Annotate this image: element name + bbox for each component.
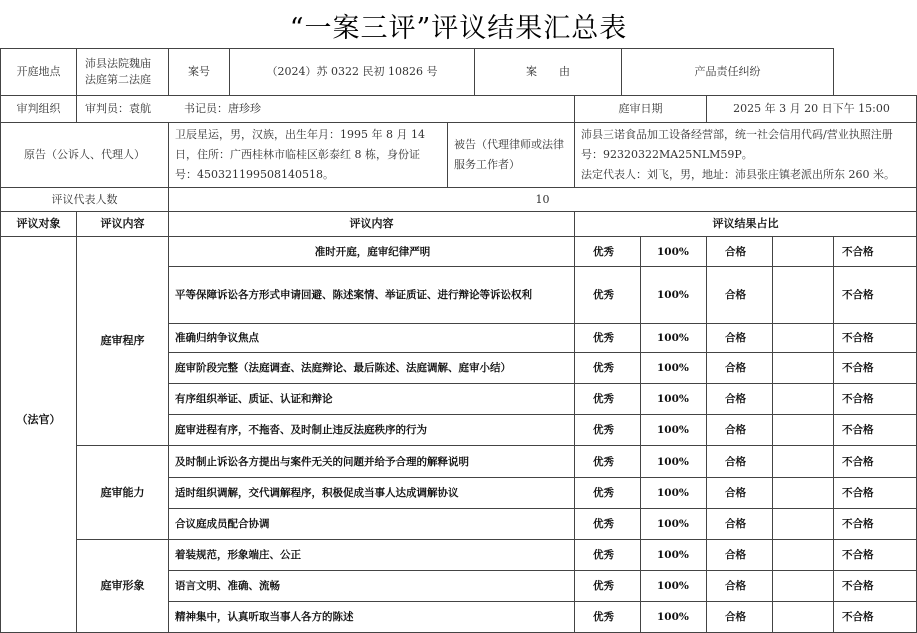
- grade-pass-pct: [773, 540, 834, 571]
- grade-pass-pct: [773, 478, 834, 509]
- grade-pass: 合格: [707, 571, 773, 602]
- grade-excellent: 优秀: [575, 415, 641, 446]
- grade-excellent-pct: 100%: [641, 384, 707, 415]
- grade-pass-pct: [773, 509, 834, 540]
- item-text: 语言文明、准确、流畅: [169, 571, 575, 602]
- grade-excellent: 优秀: [575, 446, 641, 478]
- grade-excellent-pct: 100%: [641, 353, 707, 384]
- grade-excellent-pct: 100%: [641, 446, 707, 478]
- info-row-panel: [1, 96, 917, 123]
- grade-excellent: 优秀: [575, 571, 641, 602]
- grade-excellent: 优秀: [575, 384, 641, 415]
- item-text: 精神集中，认真听取当事人各方的陈述: [169, 602, 575, 633]
- item-text: 及时制止诉讼各方提出与案件无关的问题并给予合理的解释说明: [169, 446, 575, 478]
- venue-label: 开庭地点: [1, 49, 77, 96]
- header-result: 评议结果占比: [575, 212, 917, 237]
- evaluation-row: [1, 446, 917, 478]
- grade-excellent-pct: 100%: [641, 571, 707, 602]
- object-value: （法官）: [1, 237, 77, 633]
- case-no-label: 案号: [169, 49, 230, 95]
- defendant-value-2: 法定代表人：刘飞，男，地址：沛县张庄镇老派出所东 260 米。: [581, 168, 895, 181]
- grade-pass: 合格: [707, 415, 773, 446]
- grade-pass-pct: [773, 237, 834, 267]
- grade-pass: 合格: [707, 353, 773, 384]
- grade-pass: 合格: [707, 324, 773, 353]
- grade-excellent: 优秀: [575, 540, 641, 571]
- clerk: 书记员：唐珍珍: [184, 102, 261, 115]
- grade-excellent-pct: 100%: [641, 415, 707, 446]
- group-name: 庭审能力: [77, 446, 169, 540]
- grade-excellent: 优秀: [575, 602, 641, 633]
- reviewers-label: 评议代表人数: [1, 188, 169, 212]
- item-text: 庭审进程有序，不拖沓、及时制止违反法庭秩序的行为: [169, 415, 575, 446]
- grade-pass-pct: [773, 415, 834, 446]
- defendant-value-1: 沛县三诺食品加工设备经营部，统一社会信用代码/营业执照注册号：92320322MA25NLM59P。: [581, 128, 893, 161]
- page-title: “一案三评”评议结果汇总表: [289, 13, 628, 44]
- judge: 审判员：袁航: [85, 102, 151, 115]
- case-no-value: （2024）苏 0322 民初 10826 号: [230, 49, 475, 95]
- grade-pass: 合格: [707, 384, 773, 415]
- grade-fail: 不合格: [834, 602, 917, 633]
- reviewers-value: 10: [169, 188, 917, 212]
- grade-pass: 合格: [707, 509, 773, 540]
- header-object: 评议对象: [1, 212, 77, 237]
- summary-table: [0, 48, 917, 633]
- grade-pass-pct: [773, 353, 834, 384]
- grade-excellent-pct: 100%: [641, 509, 707, 540]
- grade-pass: 合格: [707, 267, 773, 324]
- grade-pass-pct: [773, 324, 834, 353]
- item-text: 庭审阶段完整（法庭调查、法庭辩论、最后陈述、法庭调解、庭审小结）: [169, 353, 575, 384]
- grade-fail: 不合格: [834, 446, 917, 478]
- date-label: 庭审日期: [575, 96, 707, 123]
- header-content-detail: 评议内容: [169, 212, 575, 237]
- grade-fail: 不合格: [834, 353, 917, 384]
- grade-fail: 不合格: [834, 324, 917, 353]
- grade-excellent: 优秀: [575, 509, 641, 540]
- grade-fail: 不合格: [834, 267, 917, 324]
- cause-label: 案 由: [475, 49, 622, 95]
- grade-pass: 合格: [707, 540, 773, 571]
- grade-excellent: 优秀: [575, 237, 641, 267]
- grade-fail: 不合格: [834, 509, 917, 540]
- grade-excellent: 优秀: [575, 267, 641, 324]
- item-text: 平等保障诉讼各方形式申请回避、陈述案情、举证质证、进行辩论等诉讼权利: [169, 267, 575, 324]
- grade-excellent-pct: 100%: [641, 478, 707, 509]
- item-text: 准时开庭，庭审纪律严明: [169, 237, 575, 267]
- grade-pass-pct: [773, 384, 834, 415]
- grade-excellent-pct: 100%: [641, 267, 707, 324]
- header-content-col: 评议内容: [77, 212, 169, 237]
- date-value: 2025 年 3 月 20 日下午 15:00: [707, 96, 917, 123]
- grade-fail: 不合格: [834, 571, 917, 602]
- grade-excellent-pct: 100%: [641, 324, 707, 353]
- grade-fail: 不合格: [834, 415, 917, 446]
- grade-pass: 合格: [707, 602, 773, 633]
- grade-pass-pct: [773, 602, 834, 633]
- grade-pass: 合格: [707, 446, 773, 478]
- plaintiff-label: 原告（公诉人、代理人）: [1, 123, 169, 188]
- grade-fail: 不合格: [834, 237, 917, 267]
- grade-pass-pct: [773, 267, 834, 324]
- evaluation-row: [1, 540, 917, 571]
- group-name: 庭审形象: [77, 540, 169, 633]
- panel-label: 审判组织: [1, 96, 77, 123]
- cause-value: 产品责任纠纷: [694, 65, 761, 78]
- item-text: 适时组织调解，交代调解程序，积极促成当事人达成调解协议: [169, 478, 575, 509]
- evaluation-row: [1, 237, 917, 267]
- info-row-venue: [1, 49, 917, 96]
- grade-excellent: 优秀: [575, 353, 641, 384]
- grade-pass-pct: [773, 446, 834, 478]
- item-text: 有序组织举证、质证、认证和辩论: [169, 384, 575, 415]
- grade-fail: 不合格: [834, 384, 917, 415]
- item-text: 着装规范，形象端庄、公正: [169, 540, 575, 571]
- grade-excellent-pct: 100%: [641, 540, 707, 571]
- item-text: 准确归纳争议焦点: [169, 324, 575, 353]
- grade-excellent-pct: 100%: [641, 602, 707, 633]
- grade-fail: 不合格: [834, 540, 917, 571]
- grade-pass-pct: [773, 571, 834, 602]
- item-text: 合议庭成员配合协调: [169, 509, 575, 540]
- venue-value: 沛县法院魏庙法庭第二法庭: [77, 49, 169, 96]
- grade-excellent: 优秀: [575, 478, 641, 509]
- group-name: 庭审程序: [77, 237, 169, 446]
- grade-pass: 合格: [707, 237, 773, 267]
- info-row-parties: [1, 123, 917, 188]
- grade-excellent: 优秀: [575, 324, 641, 353]
- header-row: [1, 212, 917, 237]
- plaintiff-value: 卫辰星运，男，汉族，出生年月：1995 年 8 月 14 日，住所：广西桂林市临桂区彰泰红 8 栋，身份证号：450321199508140518。: [169, 123, 448, 187]
- defendant-label: 被告（代理律师或法律服务工作者）: [454, 138, 564, 171]
- grade-excellent-pct: 100%: [641, 237, 707, 267]
- grade-pass: 合格: [707, 478, 773, 509]
- grade-fail: 不合格: [834, 478, 917, 509]
- info-row-reviewers: [1, 188, 917, 212]
